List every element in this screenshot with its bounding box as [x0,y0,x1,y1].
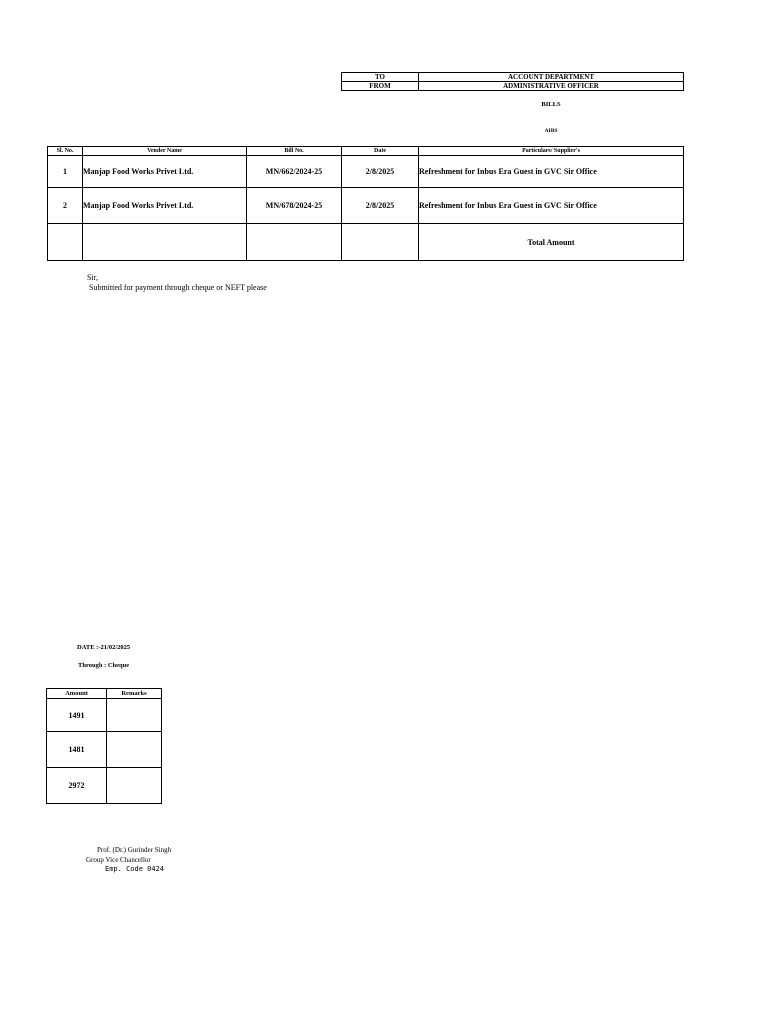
from-label: FROM [342,82,419,91]
empty-cell [48,224,83,261]
empty-cell [83,224,247,261]
cell-sl: 2 [48,188,83,224]
to-from-table [341,72,684,91]
note-body: Submitted for payment through cheque or NEFT please [89,283,267,292]
table-row [47,768,162,804]
emp-code: Emp. Code 0424 [105,865,165,873]
cell-amount: 1481 [47,732,107,768]
cell-remarks [107,732,162,768]
cell-amount: 2972 [47,768,107,804]
bills-table [47,146,684,261]
bills-header-row [48,147,684,156]
bills-caption: BILLS [541,101,561,108]
cell-vendor: Manjap Food Works Privet Ltd. [83,156,247,188]
signatory-designation: Group Vice Chancellor [86,856,151,864]
cell-date: 2/8/2025 [342,156,419,188]
total-amount-label: Total Amount [419,224,684,261]
cell-remarks [107,699,162,732]
cell-bill-no: MN/662/2024-25 [247,156,342,188]
table-row [47,699,162,732]
col-date: Date [342,147,419,156]
to-row [342,73,684,82]
col-sl-no: Sl. No. [48,147,83,156]
signatory-name: Prof. (Dr.) Gurinder Singh [97,846,172,854]
empty-cell [342,224,419,261]
col-amount: Amount [47,689,107,699]
col-remarks: Remarks [107,689,162,699]
col-bill-no: Bill No. [247,147,342,156]
to-label: TO [342,73,419,82]
salutation: Sir, [87,273,99,282]
note-block [87,273,267,293]
through-line: Through : Cheque [78,662,130,669]
from-row [342,82,684,91]
col-vendor-name: Vender Name [83,147,247,156]
amount-header-row [47,689,162,699]
cell-particulars: Refreshment for Inbus Era Guest in GVC Sir Office [419,156,684,188]
cell-sl: 1 [48,156,83,188]
cell-bill-no: MN/678/2024-25 [247,188,342,224]
to-value: ACCOUNT DEPARTMENT [419,73,684,82]
date-line: DATE :-21/02/2025 [77,644,131,651]
table-row [48,188,684,224]
empty-cell [247,224,342,261]
table-row [48,156,684,188]
total-row [48,224,684,261]
cell-particulars: Refreshment for Inbus Era Guest in GVC Sir Office [419,188,684,224]
table-row [47,732,162,768]
aibs-caption: AIBS [544,128,558,134]
col-particulars: Particulars/ Supplier's [419,147,684,156]
cell-date: 2/8/2025 [342,188,419,224]
cell-amount: 1491 [47,699,107,732]
amount-table [46,688,162,804]
from-value: ADMINISTRATIVE OFFICER [419,82,684,91]
cell-remarks [107,768,162,804]
cell-vendor: Manjap Food Works Privet Ltd. [83,188,247,224]
